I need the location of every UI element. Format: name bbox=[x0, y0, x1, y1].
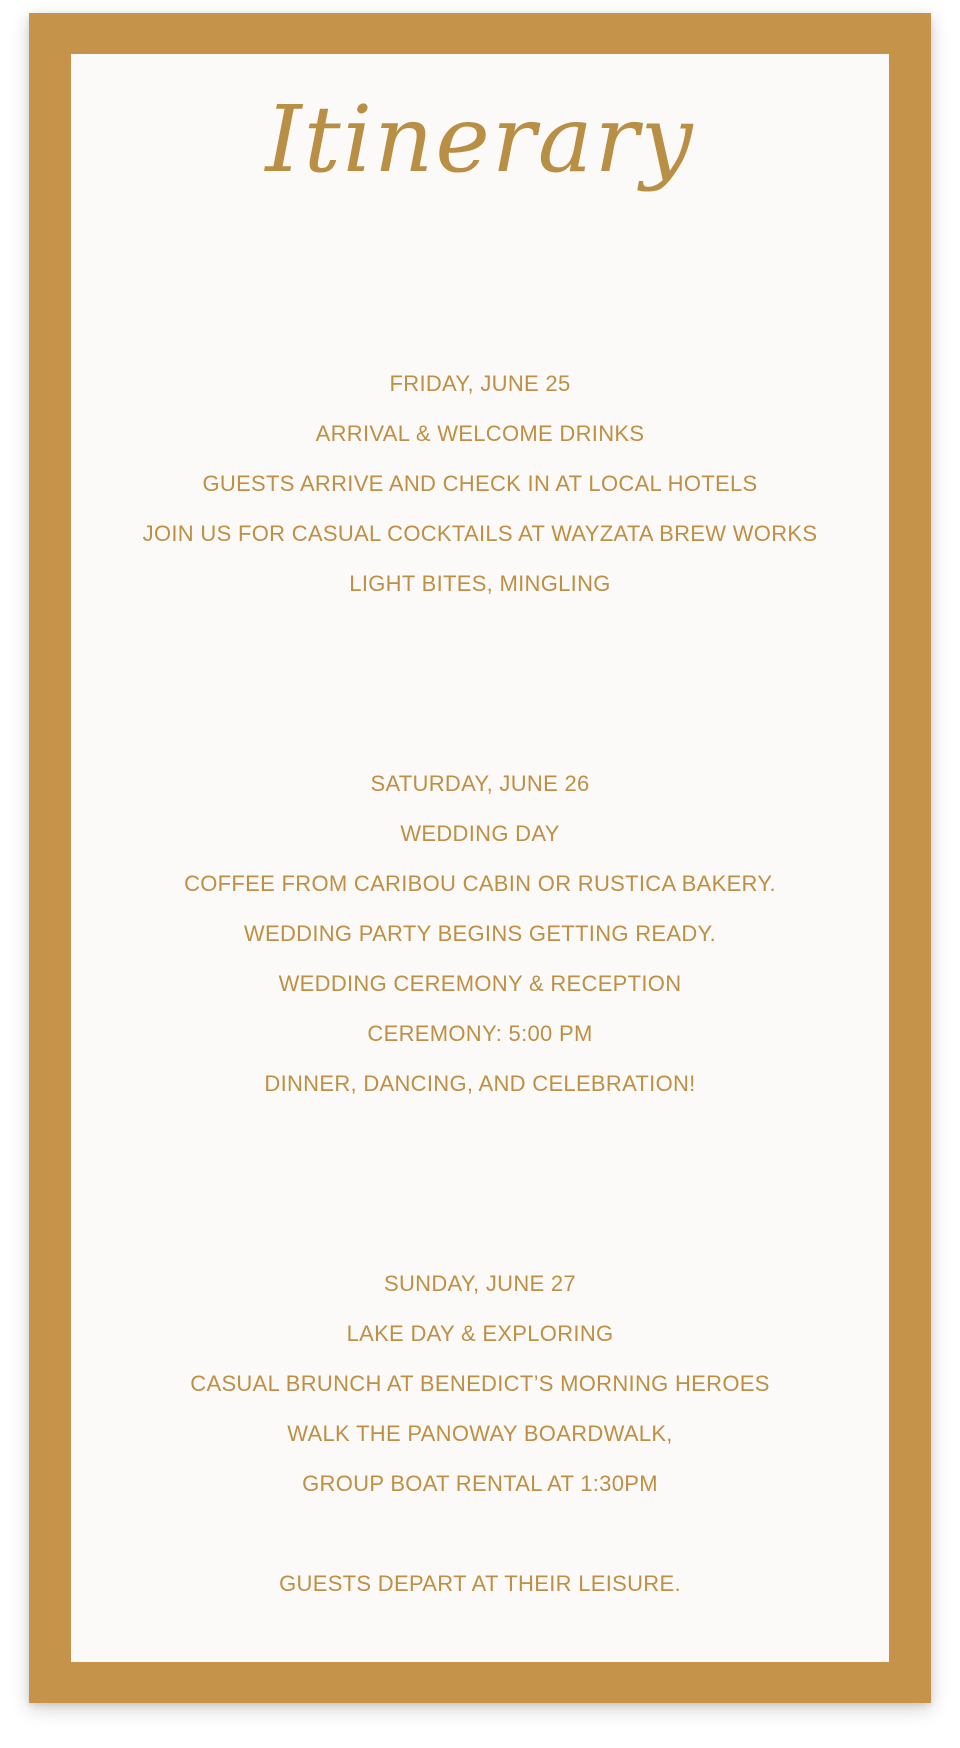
day-section-saturday bbox=[71, 759, 889, 1109]
day-line: CASUAL BRUNCH AT BENEDICT’S MORNING HEROES bbox=[190, 1371, 770, 1396]
section-spacer bbox=[71, 1509, 889, 1559]
day-line: WEDDING DAY bbox=[400, 821, 560, 846]
day-line: JOIN US FOR CASUAL COCKTAILS AT WAYZATA BREW WORKS bbox=[142, 521, 818, 546]
day-line: GROUP BOAT RENTAL AT 1:30PM bbox=[302, 1471, 658, 1496]
day-line: ARRIVAL & WELCOME DRINKS bbox=[315, 421, 645, 446]
day-line: WALK THE PANOWAY BOARDWALK, bbox=[287, 1421, 673, 1446]
day-line: WEDDING PARTY BEGINS GETTING READY. bbox=[243, 921, 717, 946]
day-line: DINNER, DANCING, AND CELEBRATION! bbox=[264, 1071, 696, 1096]
itinerary-card bbox=[29, 13, 931, 1703]
itinerary-content bbox=[71, 359, 889, 1609]
day-date: SATURDAY, JUNE 26 bbox=[370, 771, 590, 796]
day-line: COFFEE FROM CARIBOU CABIN OR RUSTICA BAKERY. bbox=[184, 871, 776, 896]
closing-line: GUESTS DEPART AT THEIR LEISURE. bbox=[279, 1571, 681, 1596]
page-title: Itinerary bbox=[265, 86, 695, 193]
itinerary-panel bbox=[71, 54, 889, 1662]
day-line: CEREMONY: 5:00 PM bbox=[367, 1021, 593, 1046]
day-date: FRIDAY, JUNE 25 bbox=[389, 371, 571, 396]
day-line: LAKE DAY & EXPLORING bbox=[346, 1321, 614, 1346]
day-section-friday bbox=[71, 359, 889, 609]
day-line: WEDDING CEREMONY & RECEPTION bbox=[278, 971, 682, 996]
day-line: GUESTS ARRIVE AND CHECK IN AT LOCAL HOTELS bbox=[202, 471, 758, 496]
day-line: LIGHT BITES, MINGLING bbox=[349, 571, 611, 596]
section-spacer bbox=[71, 609, 889, 759]
day-date: SUNDAY, JUNE 27 bbox=[384, 1271, 576, 1296]
section-spacer bbox=[71, 1109, 889, 1259]
day-section-sunday bbox=[71, 1259, 889, 1509]
